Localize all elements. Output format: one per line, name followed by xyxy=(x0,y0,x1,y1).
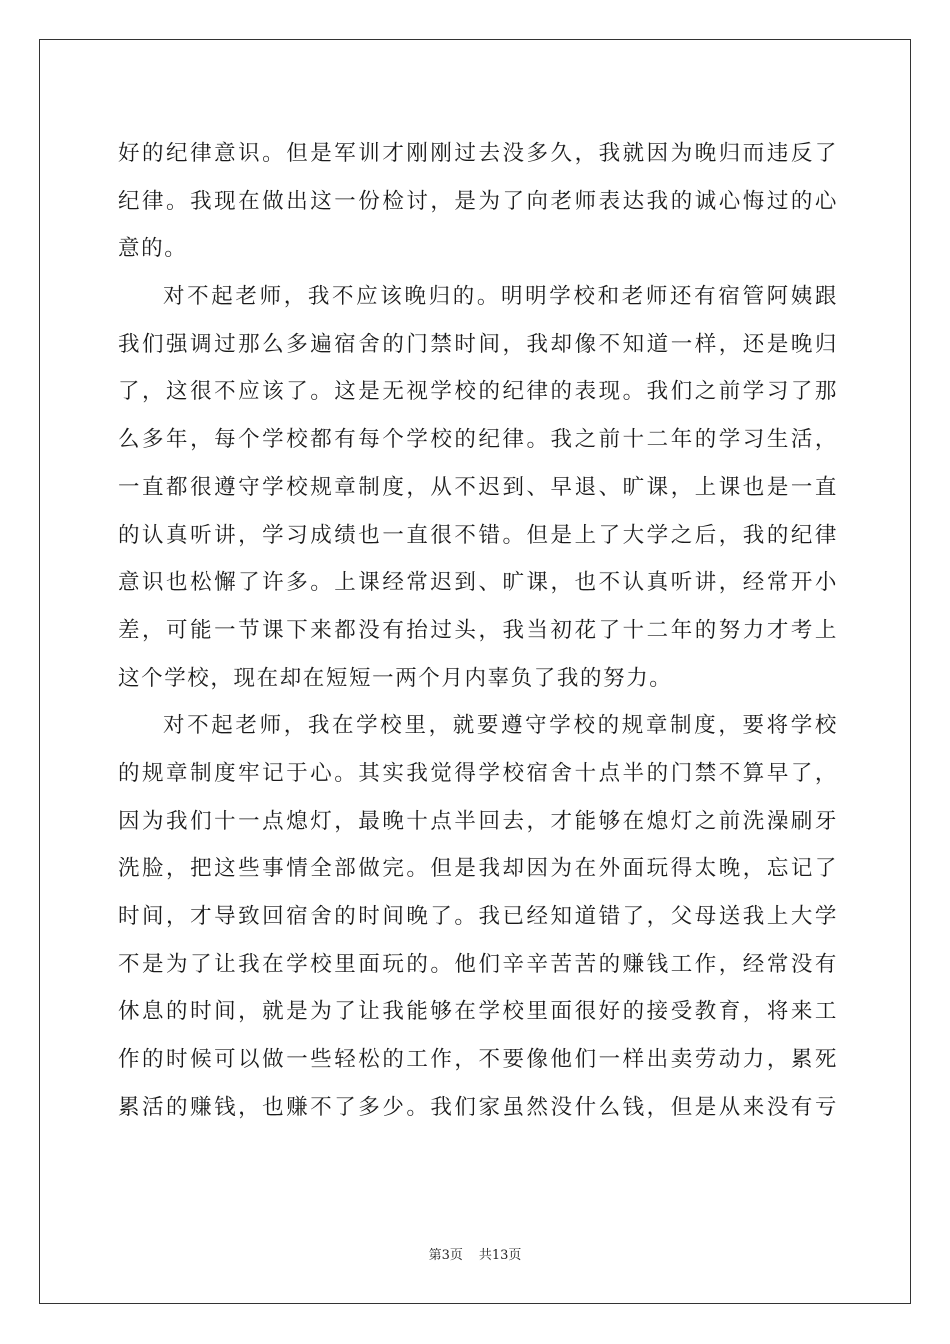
text-line: 因为我们十一点熄灯，最晚十点半回去，才能够在熄灯之前洗澡刷牙 xyxy=(118,808,838,834)
text-line: 对不起老师，我在学校里，就要遵守学校的规章制度，要将学校 xyxy=(163,713,838,739)
text-line: 差，可能一节课下来都没有抬过头，我当初花了十二年的努力才考上 xyxy=(118,617,838,643)
text-line: 这个学校，现在却在短短一两个月内辜负了我的努力。 xyxy=(118,665,673,691)
text-line: 的认真听讲，学习成绩也一直很不错。但是上了大学之后，我的纪律 xyxy=(118,522,838,548)
text-line: 休息的时间，就是为了让我能够在学校里面很好的接受教育，将来工 xyxy=(118,999,838,1025)
text-line: 意识也松懈了许多。上课经常迟到、旷课，也不认真听讲，经常开小 xyxy=(118,570,838,596)
text-line: 意的。 xyxy=(118,236,188,262)
text-line: 一直都很遵守学校规章制度，从不迟到、早退、旷课，上课也是一直 xyxy=(118,474,838,500)
text-line: 么多年，每个学校都有每个学校的纪律。我之前十二年的学习生活， xyxy=(118,427,838,453)
page-number: 第3页 xyxy=(428,1248,463,1263)
text-line: 对不起老师，我不应该晚归的。明明学校和老师还有宿管阿姨跟 xyxy=(163,284,838,310)
text-line: 纪律。我现在做出这一份检讨，是为了向老师表达我的诚心悔过的心 xyxy=(118,188,838,214)
page-total: 共13页 xyxy=(478,1248,522,1263)
text-line: 的规章制度牢记于心。其实我觉得学校宿舍十点半的门禁不算早了， xyxy=(118,760,838,786)
text-line: 好的纪律意识。但是军训才刚刚过去没多久，我就因为晚归而违反了 xyxy=(118,141,838,166)
text-line: 时间，才导致回宿舍的时间晚了。我已经知道错了，父母送我上大学 xyxy=(118,904,838,929)
text-line: 不是为了让我在学校里面玩的。他们辛辛苦苦的赚钱工作，经常没有 xyxy=(118,951,838,977)
text-line: 作的时候可以做一些轻松的工作，不要像他们一样出卖劳动力，累死 xyxy=(118,1047,838,1073)
document-body xyxy=(118,130,838,1131)
text-line: 我们强调过那么多遍宿舍的门禁时间，我却像不知道一样，还是晚归 xyxy=(118,331,838,357)
text-line: 累活的赚钱，也赚不了多少。我们家虽然没什么钱，但是从来没有亏 xyxy=(118,1094,838,1120)
text-line: 了，这很不应该了。这是无视学校的纪律的表现。我们之前学习了那 xyxy=(118,379,838,405)
page-footer xyxy=(0,1244,950,1263)
text-line: 洗脸，把这些事情全部做完。但是我却因为在外面玩得太晚，忘记了 xyxy=(118,856,838,882)
